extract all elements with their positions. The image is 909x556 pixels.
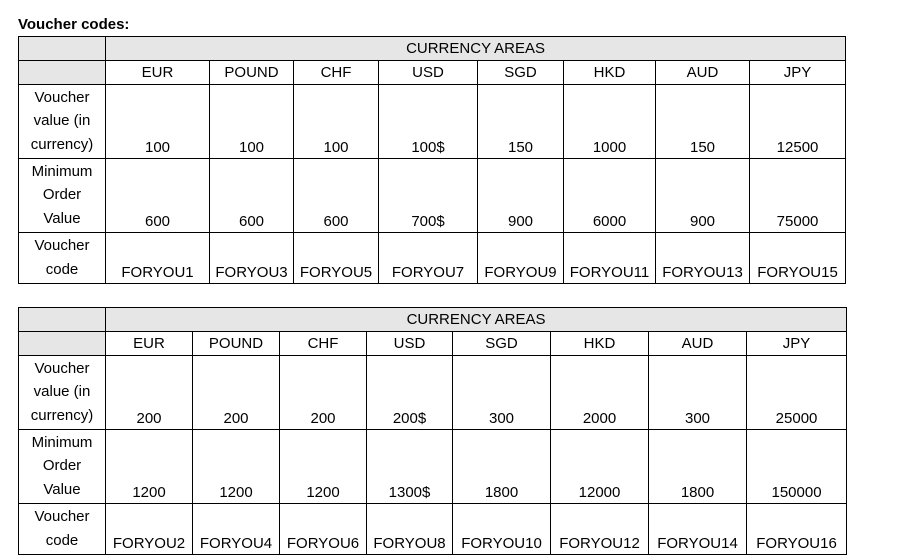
value-cell: 200 <box>280 356 367 430</box>
voucher-code-cell: FORYOU12 <box>551 504 649 555</box>
voucher-code-cell: FORYOU5 <box>294 233 379 284</box>
page-heading: Voucher codes: <box>18 16 130 33</box>
voucher-code-cell: FORYOU7 <box>379 233 478 284</box>
corner-cell <box>19 308 106 332</box>
currency-header: EUR <box>106 61 210 85</box>
table-row <box>19 356 847 430</box>
currency-header: HKD <box>551 332 649 356</box>
value-cell: 300 <box>453 356 551 430</box>
currency-areas-title: CURRENCY AREAS <box>106 37 846 61</box>
value-cell: 150 <box>478 85 564 159</box>
voucher-table-2 <box>18 307 847 555</box>
value-cell: 1000 <box>564 85 656 159</box>
value-cell: 1300$ <box>367 430 453 504</box>
voucher-code-cell: FORYOU15 <box>750 233 846 284</box>
currency-header: JPY <box>750 61 846 85</box>
voucher-code-cell: FORYOU16 <box>747 504 847 555</box>
value-cell: 1200 <box>193 430 280 504</box>
voucher-code-cell: FORYOU6 <box>280 504 367 555</box>
value-cell: 1200 <box>106 430 193 504</box>
value-cell: 100 <box>294 85 379 159</box>
currency-header: CHF <box>280 332 367 356</box>
value-cell: 6000 <box>564 159 656 233</box>
currency-header: JPY <box>747 332 847 356</box>
currency-header: EUR <box>106 332 193 356</box>
table-row <box>19 85 846 159</box>
voucher-code-cell: FORYOU14 <box>649 504 747 555</box>
voucher-code-cell: FORYOU13 <box>656 233 750 284</box>
value-cell: 100$ <box>379 85 478 159</box>
table-row <box>19 430 847 504</box>
voucher-code-cell: FORYOU2 <box>106 504 193 555</box>
value-cell: 12000 <box>551 430 649 504</box>
row-label-minimum-order: Minimum Order Value <box>19 430 106 504</box>
currency-header: AUD <box>649 332 747 356</box>
currency-header: POUND <box>210 61 294 85</box>
voucher-code-cell: FORYOU11 <box>564 233 656 284</box>
value-cell: 200 <box>106 356 193 430</box>
currency-header: USD <box>367 332 453 356</box>
corner-cell <box>19 61 106 85</box>
value-cell: 75000 <box>750 159 846 233</box>
voucher-code-cell: FORYOU10 <box>453 504 551 555</box>
row-label-voucher-code: Voucher code <box>19 233 106 284</box>
voucher-code-cell: FORYOU1 <box>106 233 210 284</box>
currency-areas-title: CURRENCY AREAS <box>106 308 847 332</box>
table-row <box>19 504 847 555</box>
currency-header: POUND <box>193 332 280 356</box>
value-cell: 1800 <box>649 430 747 504</box>
value-cell: 150 <box>656 85 750 159</box>
corner-cell <box>19 332 106 356</box>
row-label-voucher-value: Voucher value (in currency) <box>19 85 106 159</box>
voucher-code-cell: FORYOU4 <box>193 504 280 555</box>
row-label-voucher-code: Voucher code <box>19 504 106 555</box>
voucher-code-cell: FORYOU8 <box>367 504 453 555</box>
voucher-table-1 <box>18 36 846 284</box>
currency-header: SGD <box>478 61 564 85</box>
value-cell: 900 <box>656 159 750 233</box>
table-row <box>19 233 846 284</box>
value-cell: 200$ <box>367 356 453 430</box>
value-cell: 600 <box>210 159 294 233</box>
row-label-minimum-order: Minimum Order Value <box>19 159 106 233</box>
value-cell: 700$ <box>379 159 478 233</box>
currency-header: USD <box>379 61 478 85</box>
currency-header: CHF <box>294 61 379 85</box>
value-cell: 2000 <box>551 356 649 430</box>
value-cell: 200 <box>193 356 280 430</box>
currency-header: SGD <box>453 332 551 356</box>
value-cell: 600 <box>294 159 379 233</box>
currency-header: HKD <box>564 61 656 85</box>
value-cell: 600 <box>106 159 210 233</box>
value-cell: 100 <box>106 85 210 159</box>
table-row <box>19 159 846 233</box>
value-cell: 300 <box>649 356 747 430</box>
value-cell: 1800 <box>453 430 551 504</box>
value-cell: 25000 <box>747 356 847 430</box>
voucher-code-cell: FORYOU3 <box>210 233 294 284</box>
value-cell: 900 <box>478 159 564 233</box>
value-cell: 1200 <box>280 430 367 504</box>
value-cell: 150000 <box>747 430 847 504</box>
currency-header: AUD <box>656 61 750 85</box>
corner-cell <box>19 37 106 61</box>
value-cell: 12500 <box>750 85 846 159</box>
value-cell: 100 <box>210 85 294 159</box>
row-label-voucher-value: Voucher value (in currency) <box>19 356 106 430</box>
voucher-code-cell: FORYOU9 <box>478 233 564 284</box>
